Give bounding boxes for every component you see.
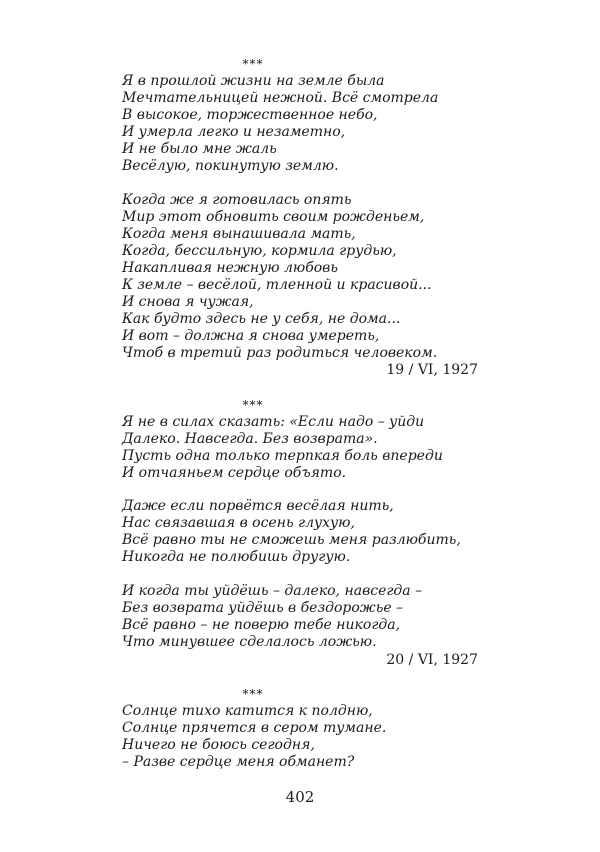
verse-line: Я в прошлой жизни на земле была <box>122 73 385 89</box>
verse-line: К земле – весёлой, тленной и красивой... <box>122 277 432 293</box>
verse-line: Далеко. Навсегда. Без возврата». <box>122 431 378 447</box>
stanza <box>122 73 438 175</box>
stanza <box>122 703 386 771</box>
verse-line: Без возврата уйдёшь в бездорожье – <box>122 600 404 616</box>
verse-line: Нас связавшая в осень глухую, <box>122 515 355 531</box>
stanza <box>122 192 437 362</box>
verse-line: В высокое, торжественное небо, <box>122 107 378 123</box>
verse-line: Мир этот обновить своим рожденьем, <box>122 209 425 225</box>
verse-line: И не было мне жаль <box>122 141 277 157</box>
verse-line: Всё равно – не поверю тебе никогда, <box>122 617 401 633</box>
verse-line: И умерла легко и незаметно, <box>122 124 346 140</box>
verse-line: Я не в силах сказать: «Если надо – уйди <box>122 414 425 430</box>
verse-line: Весёлую, покинутую землю. <box>122 158 339 174</box>
stanza <box>122 583 422 651</box>
verse-line: Что минувшее сделалось ложью. <box>122 634 377 650</box>
verse-line: Когда же я готовилась опять <box>122 192 352 208</box>
poem-date: 19 / VI, 1927 <box>386 362 478 378</box>
page-number: 402 <box>285 788 315 806</box>
verse-line: Накапливая нежную любовь <box>122 260 338 276</box>
verse-line: Пусть одна только терпкая боль впереди <box>122 448 443 464</box>
section-marker: *** <box>242 57 264 71</box>
verse-line: Даже если порвётся весёлая нить, <box>122 498 394 514</box>
poem-date: 20 / VI, 1927 <box>386 652 478 668</box>
section-marker: *** <box>242 398 264 412</box>
verse-line: И вот – должна я снова умереть, <box>122 328 380 344</box>
verse-line: Когда меня вынашивала мать, <box>122 226 356 242</box>
verse-line: – Разве сердце меня обманет? <box>122 754 355 770</box>
verse-line: Солнце тихо катится к полдню, <box>122 703 373 719</box>
section-marker: *** <box>242 687 264 701</box>
verse-line: Чтоб в третий раз родиться человеком. <box>122 345 438 361</box>
verse-line: Ничего не боюсь сегодня, <box>122 737 315 753</box>
verse-line: Солнце прячется в сером тумане. <box>122 720 387 736</box>
verse-line: Когда, бессильную, кормила грудью, <box>122 243 397 259</box>
stanza <box>122 414 443 482</box>
verse-line: И отчаяньем сердце объято. <box>122 465 347 481</box>
verse-line: Как будто здесь не у себя, не дома... <box>122 311 401 327</box>
verse-line: И когда ты уйдёшь – далеко, навсегда – <box>122 583 423 599</box>
verse-line: Мечтательницей нежной. Всё смотрела <box>122 90 439 106</box>
verse-line: Всё равно ты не сможешь меня разлюбить, <box>122 532 461 548</box>
stanza <box>122 498 461 566</box>
verse-line: Никогда не полюбишь другую. <box>122 549 351 565</box>
verse-line: И снова я чужая, <box>122 294 254 310</box>
